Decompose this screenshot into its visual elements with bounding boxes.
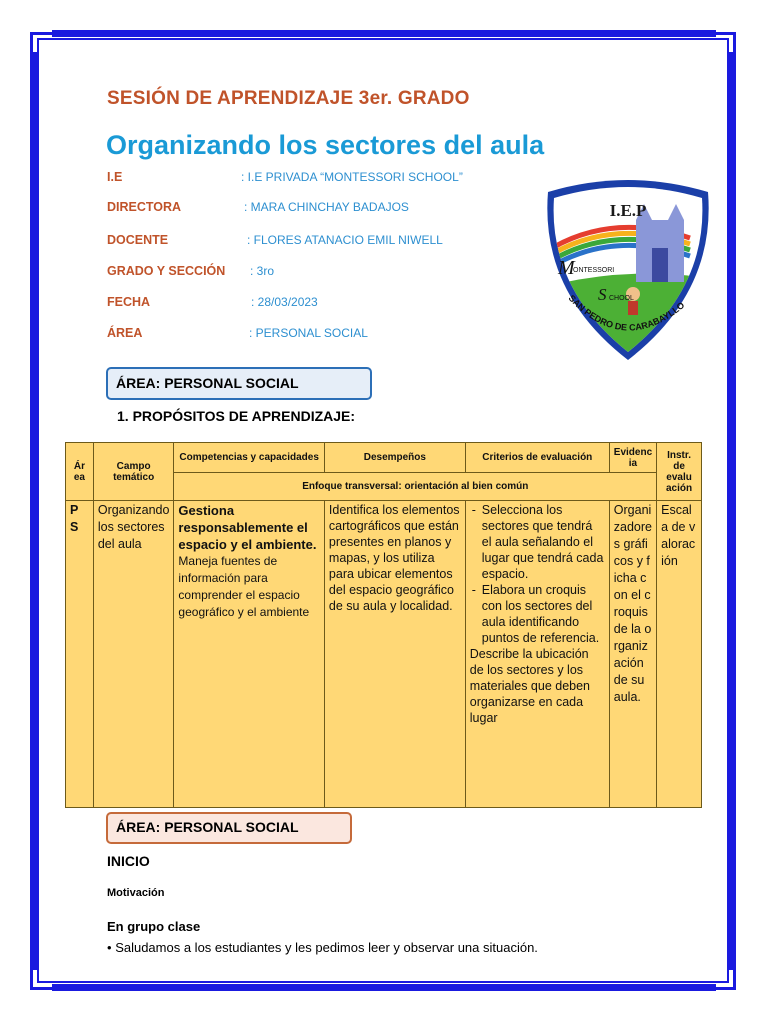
info-value-ie: : I.E PRIVADA “MONTESSORI SCHOOL” xyxy=(241,170,463,184)
logo-arc-text: SAN PEDRO DE CARABAYLLO xyxy=(566,292,687,333)
logo-montessori-text: ONTESSORI xyxy=(573,267,615,274)
section-inicio: INICIO xyxy=(107,853,150,869)
competencia-capacidad: Maneja fuentes de información para comprender el espacio geográfico y el ambiente xyxy=(178,554,310,619)
header-evidencia: Evidenc ia xyxy=(609,443,656,473)
info-label-grado: GRADO Y SECCIÓN xyxy=(107,264,226,278)
criterio-item: - Elabora un croquis con los sectores del aula identificando puntos de referencia. xyxy=(482,582,605,646)
cell-competencias xyxy=(174,501,325,808)
purposes-heading: 1. PROPÓSITOS DE APRENDIZAJE: xyxy=(117,408,356,424)
bullet-text: Saludamos a los estudiantes y les pedimos leer y observar una situación. xyxy=(115,940,538,955)
criterio-item: - Selecciona los sectores que tendrá el aula señalando el lugar que tendrá cada espacio. xyxy=(482,502,605,582)
criterio-item: Describe la ubicación de los sectores y los materiales que deben organizarse en cada lugar xyxy=(469,647,591,725)
school-logo xyxy=(540,168,716,362)
bullet-dot: • xyxy=(107,940,112,955)
info-value-docente: : FLORES ATANACIO EMIL NIWELL xyxy=(247,233,443,247)
info-value-directora: : MARA CHINCHAY BADAJOS xyxy=(244,200,409,214)
info-label-docente: DOCENTE xyxy=(107,233,169,247)
cell-evidencia: Organizadores gráficos y ficha con el croquis de la organización de su aula. xyxy=(609,501,656,808)
section-grupo-clase: En grupo clase xyxy=(107,919,201,934)
cell-area: P S xyxy=(66,501,94,808)
bullet-item xyxy=(107,940,538,955)
info-value-grado: : 3ro xyxy=(250,264,275,278)
header-area: Ár ea xyxy=(66,443,94,501)
lesson-title: Organizando los sectores del aula xyxy=(106,130,545,160)
info-value-area: : PERSONAL SOCIAL xyxy=(249,326,368,340)
logo-iep-text: I.E.P xyxy=(609,201,647,220)
area-box-personal-social-2: ÁREA: PERSONAL SOCIAL xyxy=(106,812,352,844)
section-motivacion: Motivación xyxy=(107,887,165,899)
logo-initial-s: S xyxy=(598,285,607,304)
info-label-ie: I.E xyxy=(107,170,123,184)
area-box-personal-social: ÁREA: PERSONAL SOCIAL xyxy=(106,367,372,400)
header-competencias: Competencias y capacidades xyxy=(174,443,325,473)
session-title: SESIÓN DE APRENDIZAJE 3er. GRADO xyxy=(107,88,470,109)
header-enfoque-transversal: Enfoque transversal: orientación al bien común xyxy=(174,473,657,501)
cell-instrumento: Escala de valoración xyxy=(657,501,702,808)
competencia-title: Gestiona responsablemente el espacio y el ambiente. xyxy=(178,503,317,552)
cell-criterios xyxy=(465,501,609,808)
info-value-fecha: : 28/03/2023 xyxy=(251,295,318,309)
cell-campo-tematico: Organizando los sectores del aula xyxy=(93,501,174,808)
header-criterios: Criterios de evaluación xyxy=(465,443,609,473)
cell-desempeno: Identifica los elementos cartográficos que están presentes en planos y mapas, y los utiliza para ubicar elementos del espacio geográfico de su aula y localidad. xyxy=(324,501,465,808)
info-label-fecha: FECHA xyxy=(107,295,151,309)
logo-initial-m: M xyxy=(558,257,575,279)
info-label-area: ÁREA xyxy=(107,326,143,340)
header-desempenos: Desempeños xyxy=(324,443,465,473)
logo-school-text: CHOOL xyxy=(609,295,634,302)
info-label-directora: DIRECTORA xyxy=(107,200,182,214)
header-instrumento: Instr. de evalu ación xyxy=(657,443,702,501)
header-campo-tematico: Campo temático xyxy=(93,443,174,501)
purposes-table xyxy=(65,442,702,808)
